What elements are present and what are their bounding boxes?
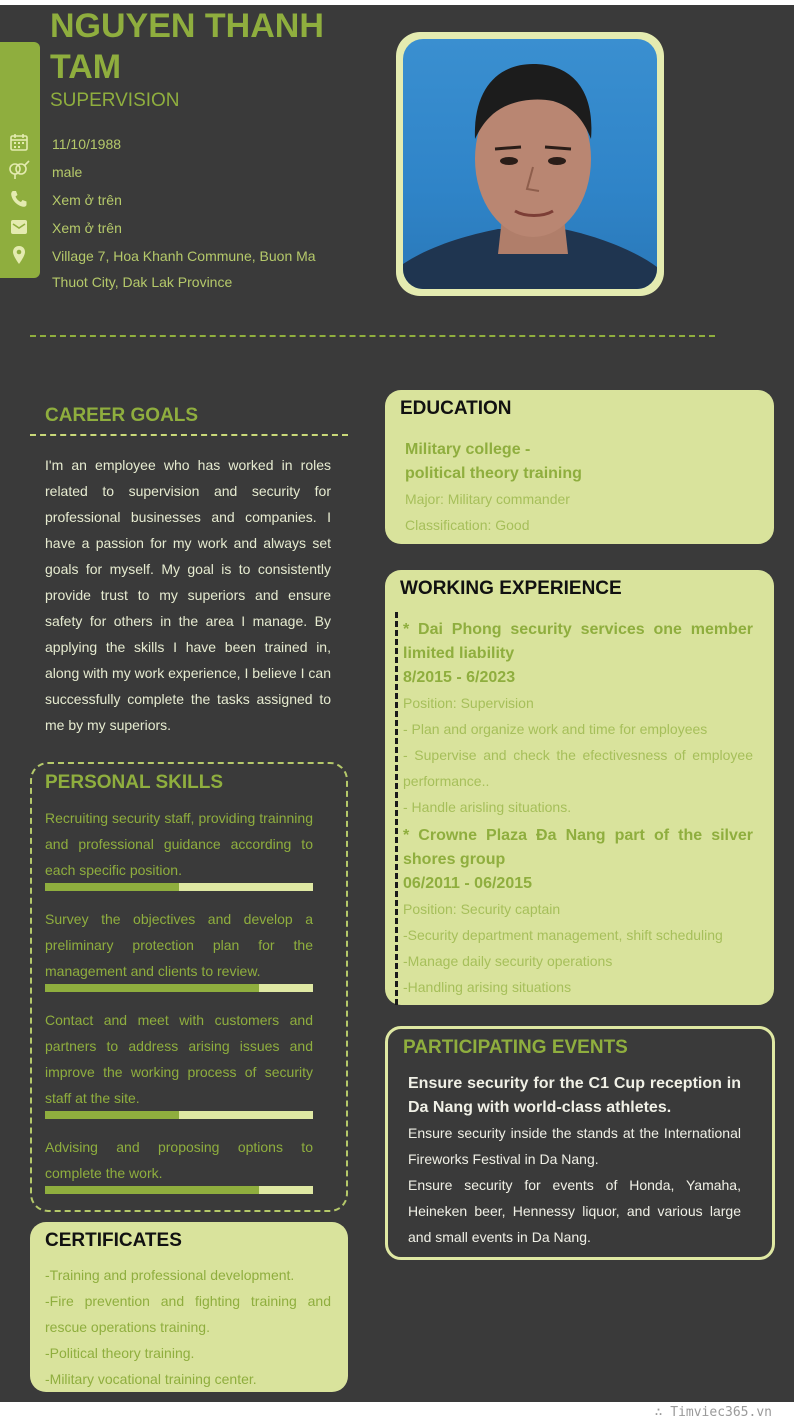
phone: Xem ở trên bbox=[52, 192, 122, 208]
education-title: EDUCATION bbox=[400, 398, 512, 419]
skill-level-fill bbox=[45, 1111, 179, 1119]
event-item: Ensure security for events of Honda, Yamaha, Heineken beer, Hennessy liquor, and various large and small events in Da Nang. bbox=[408, 1177, 741, 1245]
certificate-item: -Political theory training. bbox=[45, 1345, 195, 1361]
profile-photo-frame bbox=[396, 32, 664, 296]
job-entry bbox=[403, 824, 753, 1000]
participating-events-list bbox=[408, 1072, 741, 1250]
education-major: Major: Military commander bbox=[405, 491, 570, 507]
job-detail: Position: Supervision bbox=[403, 695, 534, 711]
job-detail: -Manage daily security operations bbox=[403, 953, 613, 969]
skill-level-bar bbox=[45, 883, 313, 891]
job-title: SUPERVISION bbox=[50, 90, 180, 111]
timeline-line bbox=[395, 612, 398, 1005]
skill-level-fill bbox=[45, 883, 179, 891]
participating-events-title: PARTICIPATING EVENTS bbox=[403, 1037, 628, 1058]
header-divider bbox=[30, 335, 715, 337]
skill-level-fill bbox=[45, 1186, 259, 1194]
skill-level-fill bbox=[45, 984, 259, 992]
career-goals-title: CAREER GOALS bbox=[45, 405, 199, 426]
certificates-list bbox=[45, 1262, 331, 1392]
job-detail: -Handling arising situations bbox=[403, 979, 572, 995]
education-classification: Classification: Good bbox=[405, 517, 530, 533]
career-goals-divider bbox=[30, 434, 348, 436]
education-school bbox=[405, 438, 582, 486]
skill-level-bar bbox=[45, 984, 313, 992]
certificate-item: -Military vocational training center. bbox=[45, 1371, 257, 1387]
contact-icon-bar bbox=[0, 42, 40, 278]
working-experience-title: WORKING EXPERIENCE bbox=[400, 578, 622, 599]
certificate-item: -Fire prevention and fighting training and rescue operations training. bbox=[45, 1293, 331, 1335]
birth-date: 11/10/1988 bbox=[52, 136, 122, 152]
job-detail: Position: Security captain bbox=[403, 901, 561, 917]
address-line-1: Village 7, Hoa Khanh Commune, Buon Ma bbox=[52, 248, 316, 264]
job-dates: 06/2011 - 06/2015 bbox=[403, 875, 533, 892]
location-icon bbox=[9, 245, 29, 265]
skill-item: Advising and proposing options to complete the work. bbox=[45, 1139, 313, 1181]
job-company: * Dai Phong security services one member limited liability bbox=[403, 621, 753, 662]
phone-icon bbox=[9, 189, 29, 209]
education-school-line-2: political theory training bbox=[405, 465, 582, 482]
calendar-icon bbox=[9, 132, 29, 152]
skill-level-bar bbox=[45, 1111, 313, 1119]
email-icon bbox=[9, 217, 29, 237]
email: Xem ở trên bbox=[52, 220, 122, 236]
job-dates: 8/2015 - 6/2023 bbox=[403, 669, 516, 686]
skill-level-bar bbox=[45, 1186, 313, 1194]
gender: male bbox=[52, 164, 83, 180]
skill-item: Survey the objectives and develop a preliminary protection plan for the management and clients to review. bbox=[45, 911, 313, 979]
certificate-item: -Training and professional development. bbox=[45, 1267, 295, 1283]
job-detail: - Plan and organize work and time for employees bbox=[403, 721, 708, 737]
skill-item: Contact and meet with customers and partners to address arising issues and improve the working process of security staff at the site. bbox=[45, 1012, 313, 1106]
job-detail: - Supervise and check the efectivesness of employee performance.. bbox=[403, 747, 753, 789]
certificates-title: CERTIFICATES bbox=[45, 1230, 182, 1251]
candidate-name: NGUYEN THANH TAM bbox=[50, 7, 324, 86]
event-headline: Ensure security for the C1 Cup reception in Da Nang with world-class athletes. bbox=[408, 1075, 741, 1116]
event-item: Ensure security inside the stands at the International Fireworks Festival in Da Nang. bbox=[408, 1125, 741, 1167]
personal-skills-title: PERSONAL SKILLS bbox=[45, 772, 224, 793]
career-goals-text: I'm an employee who has worked in roles related to supervision and security for professional businesses and companies. I have a passion for my work and always set goals for myself. My goal is to consistently provide trust to my superiors and ensure safety for others in the area I manage. By applying the skills I have been trained in, along with my work experience, I believe I can successfully complete the tasks assigned to me by my superiors. bbox=[45, 457, 331, 733]
education-school-line-1: Military college - bbox=[405, 441, 531, 458]
job-detail: - Handle arisling situations. bbox=[403, 799, 572, 815]
address-line-2: Thuot City, Dak Lak Province bbox=[52, 274, 233, 290]
job-company: * Crowne Plaza Đa Nang part of the silver shores group bbox=[403, 827, 753, 868]
job-detail: -Security department management, shift scheduling bbox=[403, 927, 723, 943]
working-experience-list bbox=[403, 618, 753, 1000]
gender-icon bbox=[7, 160, 31, 180]
skill-item: Recruiting security staff, providing trainning and professional guidance according to each specific position. bbox=[45, 810, 313, 878]
portrait-illustration bbox=[403, 39, 657, 289]
watermark-logo: ∴ Timviec365.vn bbox=[654, 1405, 772, 1420]
job-entry bbox=[403, 618, 753, 820]
profile-photo bbox=[403, 39, 657, 289]
